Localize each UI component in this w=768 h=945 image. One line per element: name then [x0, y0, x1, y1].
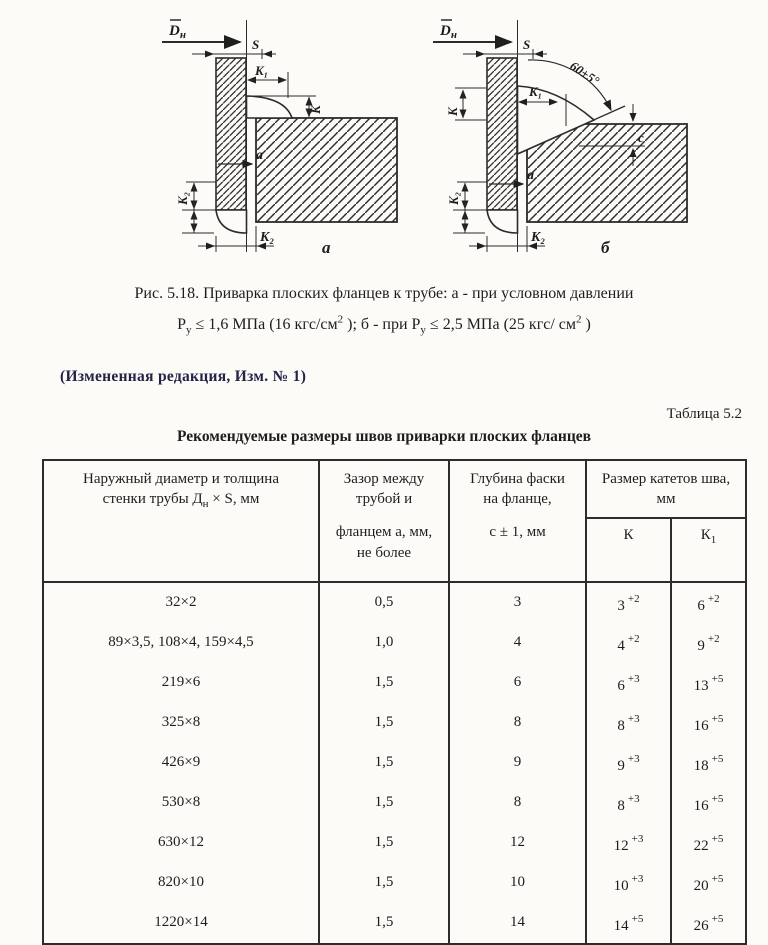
table-title: Рекомендуемые размеры швов приварки плоских фланцев [176, 427, 592, 445]
k-tolerance: +2 [627, 592, 640, 605]
k1-tolerance: +5 [711, 792, 724, 805]
cell-chamfer: 10 [449, 863, 586, 903]
cell-chamfer: 8 [449, 703, 586, 743]
k2-left-label: K₂ [446, 191, 461, 205]
cell-gap: 1,0 [319, 623, 449, 663]
k-value: 14 [613, 917, 629, 934]
table-row [43, 703, 746, 743]
dn-label: $D_н$ [440, 23, 457, 41]
cell-pipe-size: 426×9 [161, 754, 201, 771]
a-gap-label: a [527, 168, 534, 183]
k1-value: 16 [693, 797, 709, 814]
k-tolerance: +2 [627, 632, 640, 645]
k-tolerance: +5 [631, 912, 644, 925]
cell-k [586, 703, 671, 743]
k1-tolerance: +5 [711, 752, 724, 765]
k-label: K [445, 107, 460, 116]
k2-bottom-label: K₂ [260, 230, 275, 245]
k-tolerance: +3 [627, 752, 640, 765]
table-row [43, 623, 746, 663]
cell-pipe-size: 89×3,5, 108×4, 159×4,5 [108, 634, 254, 651]
k-tolerance: +3 [627, 672, 640, 685]
weld-seam-bottom [216, 210, 247, 233]
weld-sizes-table [42, 459, 747, 945]
cell-pipe-size: 1220×14 [154, 914, 208, 931]
cell-k1 [671, 823, 746, 863]
k1-value: 6 [697, 597, 705, 614]
k-value: 9 [617, 757, 625, 774]
cell-k1 [671, 703, 746, 743]
cell-k1 [671, 663, 746, 703]
k-tolerance: +3 [627, 712, 640, 725]
table-number-label: Таблица 5.2 [666, 405, 742, 422]
caption-line2: $Р_у \le 1,6$ МПа (16 кгс/$см^2$ ); б - при $Р_у \le 2,5$ МПа (25 кгс/ $см^2$ ) [177, 313, 591, 337]
cell-gap: 0,5 [319, 582, 449, 623]
cell-k [586, 663, 671, 703]
table-row [43, 783, 746, 823]
revision-note: (Измененная редакция, Изм. № 1) [60, 367, 307, 385]
k1-value: 16 [693, 717, 709, 734]
k1-value: 22 [693, 837, 709, 854]
k-value: 8 [617, 717, 625, 734]
k-value: 3 [617, 597, 625, 614]
k1-value: 13 [693, 677, 709, 694]
diagram-a [158, 6, 403, 258]
subfigure-a-label: а [322, 238, 331, 257]
cell-k [586, 743, 671, 783]
cell-k [586, 823, 671, 863]
weld-seam-top [247, 96, 293, 118]
col-header-pipe-size: Наружный диаметр и толщина стенки трубы $Д_н \times S$, мм [83, 470, 279, 511]
table-row [43, 582, 746, 623]
angle-label: 60±5° [567, 58, 603, 89]
cell-k [586, 863, 671, 903]
table-row [43, 743, 746, 783]
col-header-chamfer: Глубина фаски на фланце, с ± 1, мм [449, 460, 586, 582]
table-row [43, 663, 746, 703]
cell-chamfer: 4 [449, 623, 586, 663]
a-gap-label: a [256, 148, 263, 163]
cell-chamfer: 9 [449, 743, 586, 783]
cell-k1 [671, 623, 746, 663]
cell-gap: 1,5 [319, 863, 449, 903]
k1-tolerance: +5 [711, 872, 724, 885]
cell-gap: 1,5 [319, 903, 449, 944]
cell-gap: 1,5 [319, 663, 449, 703]
k-value: 6 [617, 677, 625, 694]
k1-tolerance: +5 [711, 712, 724, 725]
cell-pipe-size: 530×8 [161, 794, 201, 811]
pipe-section [256, 118, 397, 222]
k1-value: 9 [697, 637, 705, 654]
subfigure-b-label: б [601, 238, 610, 257]
k-tolerance: +3 [631, 872, 644, 885]
cell-gap: 1,5 [319, 823, 449, 863]
k1-value: 26 [693, 917, 709, 934]
col-header-weld-legs: Размер катетов шва, мм [586, 460, 746, 518]
c-label: c [638, 130, 644, 145]
col-header-k: К [586, 518, 671, 582]
k-value: 12 [613, 837, 629, 854]
diagram-b [429, 6, 729, 258]
table-body [43, 582, 746, 944]
cell-chamfer: 3 [449, 582, 586, 623]
cell-gap: 1,5 [319, 783, 449, 823]
cell-pipe-size: 630×12 [158, 834, 204, 851]
cell-chamfer: 14 [449, 903, 586, 944]
cell-chamfer: 12 [449, 823, 586, 863]
cell-gap: 1,5 [319, 743, 449, 783]
cell-pipe-size: 219×6 [161, 674, 201, 691]
cell-pipe-size: 325×8 [161, 714, 201, 731]
cell-gap: 1,5 [319, 703, 449, 743]
k1-label: K₁ [529, 84, 543, 99]
weld-seam-bottom [487, 210, 518, 233]
k1-tolerance: +5 [711, 912, 724, 925]
flange-section [216, 58, 246, 210]
k1-tolerance: +2 [707, 592, 720, 605]
cell-chamfer: 8 [449, 783, 586, 823]
k2-bottom-label: K₂ [531, 230, 546, 245]
k-value: 8 [617, 797, 625, 814]
s-label: S [523, 37, 531, 52]
k1-value: 18 [693, 757, 709, 774]
cell-k1 [671, 582, 746, 623]
caption-line1: Рис. 5.18. Приварка плоских фланцев к трубе: а - при условном давлении [134, 285, 634, 302]
cell-pipe-size: 820×10 [158, 874, 204, 891]
k-value: 4 [617, 637, 625, 654]
figure-diagrams [0, 0, 768, 264]
figure-caption [10, 278, 758, 342]
cell-pipe-size: 32×2 [165, 594, 197, 611]
s-label: S [252, 37, 260, 52]
table-row [43, 823, 746, 863]
k2-left-label: K₂ [175, 191, 190, 205]
cell-k1 [671, 863, 746, 903]
dn-label: $D_н$ [169, 23, 186, 41]
flange-section [487, 58, 517, 210]
table-row [43, 863, 746, 903]
k1-tolerance: +5 [711, 672, 724, 685]
cell-k [586, 582, 671, 623]
k1-tolerance: +2 [707, 632, 720, 645]
cell-k [586, 783, 671, 823]
k1-tolerance: +5 [711, 832, 724, 845]
k-tolerance: +3 [627, 792, 640, 805]
k1-label: K₁ [255, 63, 269, 78]
cell-k [586, 623, 671, 663]
cell-k1 [671, 783, 746, 823]
k-label: K [308, 105, 323, 114]
k1-value: 20 [693, 877, 709, 894]
k-tolerance: +3 [631, 832, 644, 845]
cell-k1 [671, 743, 746, 783]
k-value: 10 [613, 877, 629, 894]
col-header-k1: $К_1$ [671, 518, 746, 582]
cell-chamfer: 6 [449, 663, 586, 703]
col-header-gap: Зазор между трубой и фланцем а, мм, не более [319, 460, 449, 582]
